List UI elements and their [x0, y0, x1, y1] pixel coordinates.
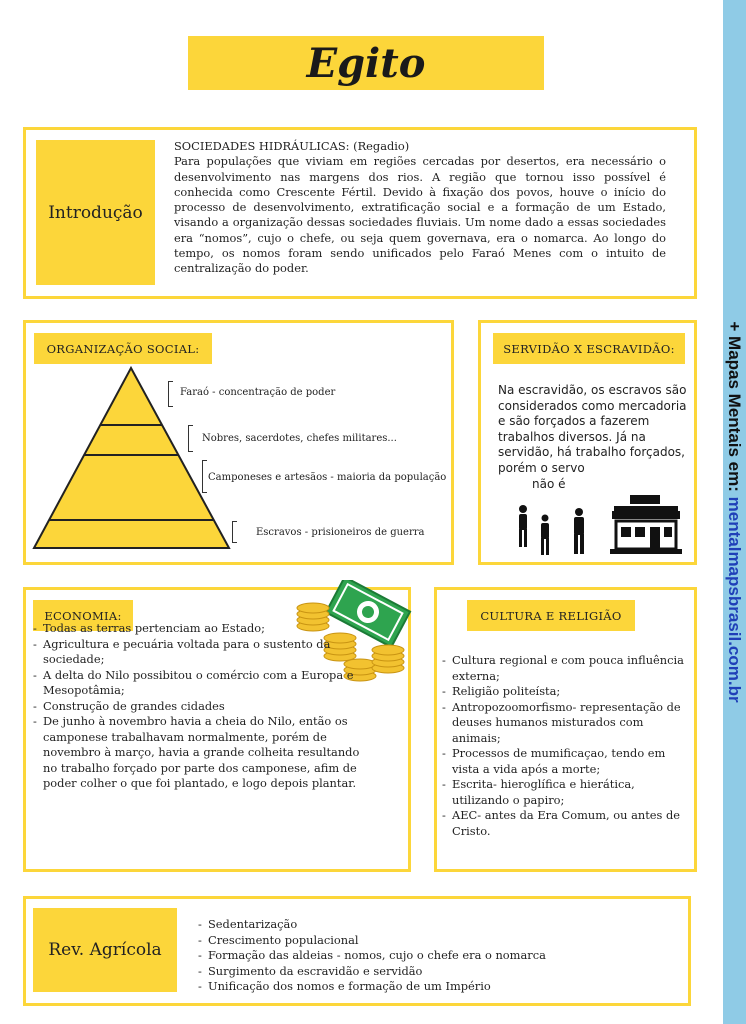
servidao-label-text: SERVIDÃO X ESCRAVIDÃO: [503, 341, 675, 356]
intro-label [36, 140, 155, 285]
bracket-1 [168, 381, 173, 407]
intro-body: Para populações que viviam em regiões cercadas por desertos, era necessário o desenvolvimento nas margens dos rios. A região que tornou isso possível é conhecida como Crescente Fértil. Devido à fixação dos povos, houve o início do processo de desenvolvimento, extratificação social e a formação de um Estado, visando a organização dessas sociedades fluviais. Um nome dado a essas sociedades era “nomos”, cujo o chefe, ou seja quem governava, era o nomarca. Ao longo do tempo, os nomos foram sendo unificados pelo Faraó Menes com o intuito de centralização do poder. [174, 154, 666, 276]
list-item: - AEC- antes da Era Comum, ou antes de Cristo. [442, 808, 690, 839]
list-item: - Antropozoomorfismo- representação de deuses humanos misturados com animais; [442, 700, 690, 747]
list-item: - Escrita- hieroglífica e hierática, utilizando o papiro; [442, 777, 690, 808]
servidao-text [498, 383, 688, 492]
sidebar-caption [724, 321, 744, 702]
people-silhouette-icon [510, 502, 592, 558]
servidao-label [493, 333, 685, 364]
pyramid-label-farao: Faraó - concentração de poder [180, 387, 336, 398]
title-banner [188, 36, 544, 90]
site-url-link[interactable]: mentalmapsbrasil.com.br [725, 496, 744, 703]
list-item: - Crescimento populacional [198, 933, 628, 949]
cultura-label [467, 600, 635, 631]
list-item: - Agricultura e pecuária voltada para o sustento da sociedade; [33, 637, 373, 668]
social-label [34, 333, 212, 364]
servidao-body: Na escravidão, os escravos são considerados como mercadoria e são forçados a fazerem trabalhos diversos. Já na servidão, há trabalho forçados, porém o servo [498, 383, 687, 475]
list-item: - A delta do Nilo possibitou o comércio com a Europa e Mesopotâmia; [33, 668, 373, 699]
cultura-list [442, 653, 690, 839]
intro-label-text: Introdução [48, 202, 143, 223]
bracket-2 [188, 425, 193, 452]
bracket-4 [232, 521, 237, 543]
list-item: - Construção de grandes cidades [33, 699, 373, 715]
list-item: - De junho à novembro havia a cheia do Nilo, então os camponese trabalhavam normalmente, porém de novembro à março, havia a grande colheita resultando no trabalho forçado por parte dos camponese, afim de poder colher o que foi plantado, e logo depois plantar. [33, 714, 373, 792]
revolucao-label-text: Rev. Agrícola [48, 940, 162, 960]
pyramid-label-nobres: Nobres, sacerdotes, chefes militares... [202, 433, 397, 444]
pyramid-label-camponeses: Camponeses e artesãos - maioria da população [208, 472, 447, 483]
page-title: Egito [306, 39, 426, 87]
pyramid-label-escravos: Escravos - prisioneiros de guerra [256, 527, 425, 538]
list-item: - Todas as terras pertenciam ao Estado; [33, 621, 373, 637]
social-label-text: ORGANIZAÇÃO SOCIAL: [46, 341, 200, 356]
intro-section [174, 139, 666, 277]
list-item: - Unificação dos nomos e formação de um Império [198, 979, 628, 995]
servidao-body-end: não é [532, 476, 566, 491]
revolucao-list [198, 917, 628, 995]
list-item: - Cultura regional e com pouca influência externa; [442, 653, 690, 684]
list-item: - Sedentarização [198, 917, 628, 933]
shop-building-icon [610, 495, 682, 555]
list-item: - Formação das aldeias - nomos, cujo o chefe era o nomarca [198, 948, 628, 964]
list-item: - Processos de mumificaçao, tendo em vista a vida após a morte; [442, 746, 690, 777]
bracket-3 [202, 460, 207, 493]
economia-list [33, 621, 373, 792]
cultura-label-text: CULTURA E RELIGIÃO [480, 608, 622, 623]
revolucao-label [33, 908, 177, 992]
sidebar-prefix: + Mapas Mentais em: [725, 321, 744, 497]
economia-label-text: ECONOMIA: [44, 608, 122, 623]
list-item: - Religião politeísta; [442, 684, 690, 700]
intro-heading: SOCIEDADES HIDRÁULICAS: (Regadio) [174, 139, 410, 153]
list-item: - Surgimento da escravidão e servidão [198, 964, 628, 980]
